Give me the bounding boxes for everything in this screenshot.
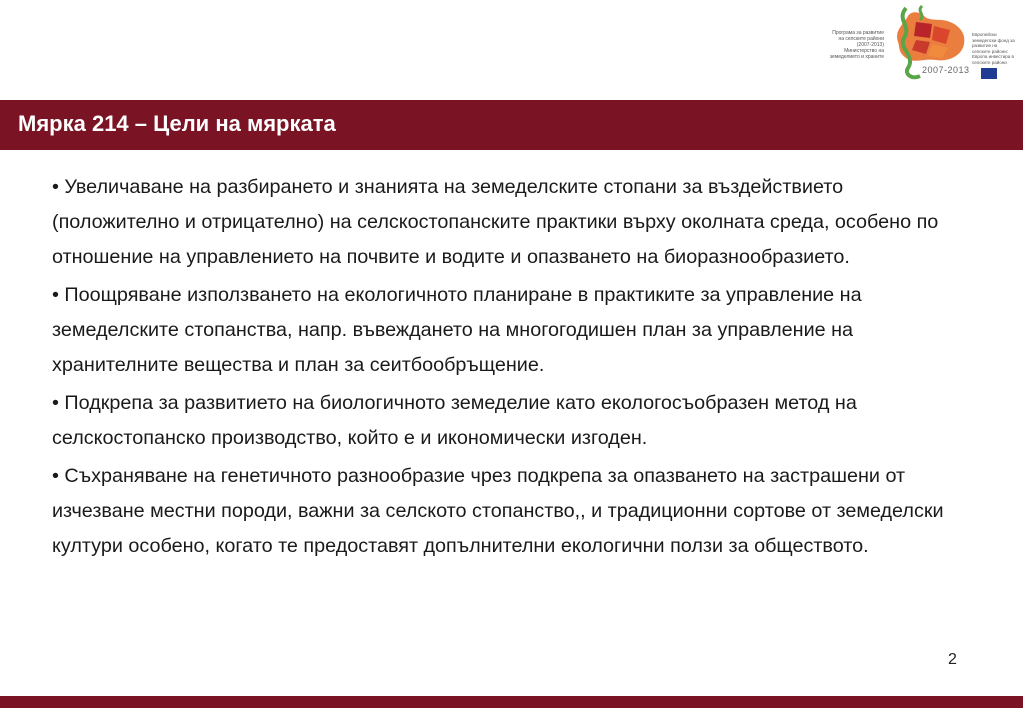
logo-left-caption: Програма за развитие на селските райони (2007-2013) Министерство на земеделието и храните [829, 30, 884, 60]
page-number: 2 [948, 651, 957, 668]
program-logo [826, 2, 1016, 94]
objectives-list [52, 170, 962, 567]
slide-title: Мярка 214 – Цели на мярката [18, 111, 336, 136]
list-item: • Увеличаване на разбирането и знанията на земеделските стопани за въздействието (положително и отрицателно) на селскостопанските практики върху околната среда, особено по отношение на управлението на почвите и водите и опазването на биоразнообразието. [52, 176, 939, 268]
logo-right-caption: Европейски земеделски фонд за развитие на селските райони: Европа инвестира в селските райони [972, 32, 1015, 65]
footer-bar [0, 696, 1023, 708]
list-item: • Подкрепа за развитието на биологичното земеделие като екологосъобразен метод на селскостопанско производство, който е и икономически изгоден. [52, 392, 857, 449]
eu-flag-icon [981, 68, 997, 79]
list-item: • Съхраняване на генетичното разнообразие чрез подкрепа за опазването на застрашени от изчезване местни породи, важни за селското стопанство,, и традиционни сортове от земеделски култури особено, когато те предоставят допълнителни екологични ползи за обществото. [52, 465, 944, 557]
logo-years: 2007-2013 [922, 65, 970, 75]
list-item: • Поощряване използването на екологичното планиране в практиките за управление на земеделските стопанства, напр. въвеждането на многогодишен план за управление на хранителните вещества и план за сеитбообръщение. [52, 284, 862, 376]
title-bar [0, 100, 1023, 150]
